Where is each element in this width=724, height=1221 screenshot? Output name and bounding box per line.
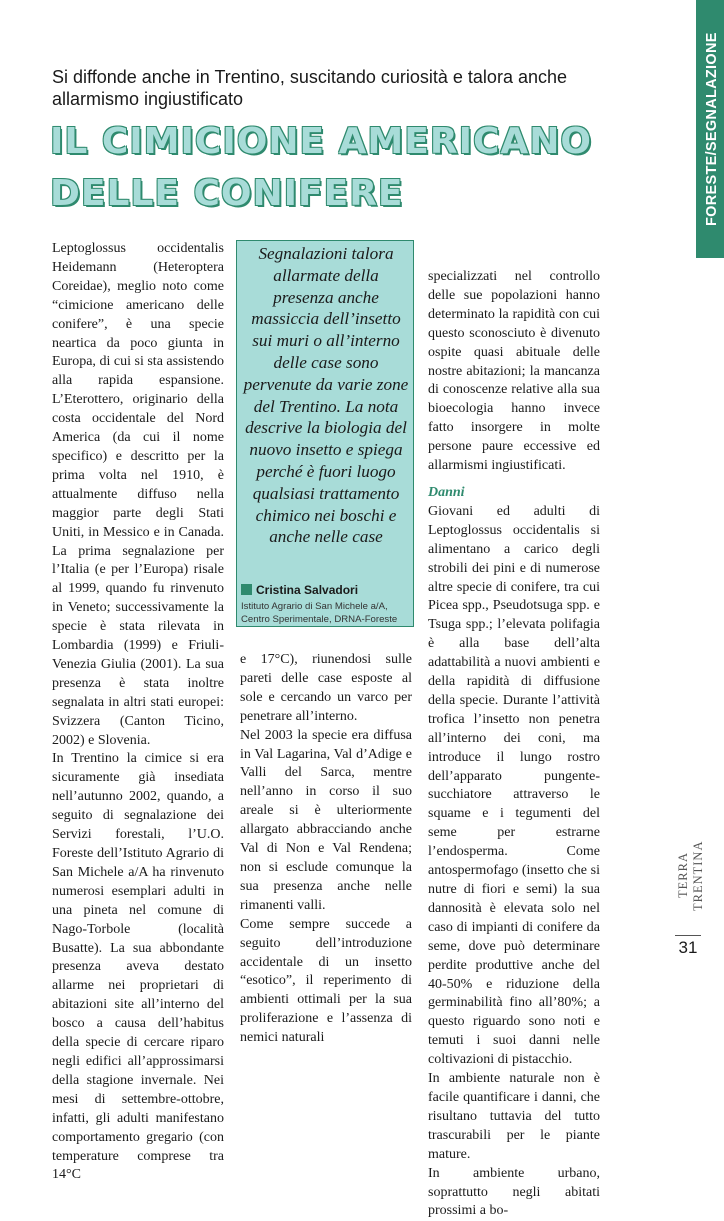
author-marker-icon [241,584,252,595]
section-label: FORESTE/SEGNALAZIONE [704,32,720,226]
author [241,583,413,597]
column-1 [52,240,224,1185]
article-title [50,116,670,220]
magazine-name: TERRA TRENTINA [676,840,705,911]
paragraph: In ambiente naturale non è facile quantificare i danni, che risultano tuttavia del tutto trascurabili per le piante mature. [428,1071,600,1162]
column-3 [428,268,600,1221]
page-number-rule [675,935,701,936]
page-number: 31 [678,938,698,957]
pull-quote-box [236,240,414,627]
column-2 [240,651,412,1048]
paragraph: Leptoglossus occidentalis Heidemann (Heteroptera Coreidae), meglio noto come “cimicione americano delle conifere”, è una specie neartica da poco giunta in Europa, di cui si sta assistendo alla rapida espansione. L’Eterottero, originario della costa occidentale del Nord America (da cui il nome specifico) e descritto per la prima volta nel 1910, è attualmente diffuso nella maggior parte degli Stati Uniti, in Messico e in Canada. La prima segnalazione per l’Italia (e per l’Europa) risale al 1999, quando fu rinvenuto in Veneto; successivamente la specie è stata rilevata in Lombardia (1999) e Friuli-Venezia Giulia (2001). La sua presenza è stata inoltre segnalata in altri stati europei: Svizzera (Canton Ticino, 2002) e Slovenia. [52,241,224,748]
paragraph: e 17°C), riunendosi sulle pareti delle case esposte al sole e cercando un varco per penetrare all’interno. [240,652,412,724]
paragraph: Come sempre succede a seguito dell’introduzione accidentale di un insetto “esotico”, il reperimento di ambienti ottimali per la sua proliferazione e l’assenza di nemici naturali [240,916,412,1046]
article-subtitle: Si diffonde anche in Trentino, suscitando curiosità e talora anche allarmismo ingiustificato [52,67,567,109]
section-heading: Danni [428,484,465,500]
paragraph: Nel 2003 la specie era diffusa in Val Lagarina, Val d’Adige e Valli del Sarca, mentre nell’anno in corso il suo areale si è ulteriormente allargato abbracciando anche Val di Non e Val Rendena; non si esclude comunque la sua presenza anche nelle rimanenti valli. [240,727,412,913]
paragraph: In Trentino la cimice si era sicuramente già insediata nell’autunno 2002, quando, a seguito di segnalazione dei Servizi forestali, l’U.O. Foreste dell’Istituto Agrario di San Michele a/A ha rinvenuto numerosi esemplari adulti in una pineta nel comune di Nago-Torbole (località Busatte). La sua abbondante presenza aveva destato allarme nei proprietari di abitazioni site all’interno del bosco a causa dell’habitus della specie di cercare riparo negli edifici all’approssimarsi della stagione invernale. Nei mesi di settembre-ottobre, infatti, gli adulti manifestano comportamento gregario (con temperature comprese tra 14°C [52,751,224,1183]
title-line-1: IL CIMICIONE AMERICANO [50,121,592,162]
pull-quote-text: Segnalazioni talora allarmate della presenza anche massiccia dell’insetto sui muri o all’interno delle case sono pervenute da varie zone del Trentino. La nota descrive la biologia del nuovo insetto e spiega perché è fuori luogo qualsiasi trattamento chimico nei boschi e anche nelle case [243,244,409,547]
paragraph: In ambiente urbano, soprattutto negli abitati prossimi a bo- [428,1165,600,1219]
author-affiliation: Istituto Agrario di San Michele a/A, Centro Sperimentale, DRNA-Foreste [241,601,398,625]
paragraph: specializzati nel controllo delle sue popolazioni hanno determinato la rapidità con cui questo sconosciuto è divenuto ospite quasi abituale delle nostre abitazioni; la mancanza di conoscenze relative alla sua bioecologia hanno invece fatto insorgere in molte persone paure eccessive ed allarmismi ingiustificati. [428,269,600,474]
title-line-2: DELLE CONIFERE [50,173,404,214]
author-name: Cristina Salvadori [256,583,359,597]
paragraph: Giovani ed adulti di Leptoglossus occidentalis si alimentano a carico degli strobili dei pini e di numerose altre specie di conifere, tra cui Picea spp., Pseudotsuga spp. e Tsuga spp.; l’elevata polifagia è alla base dell’alta adattabilità a nuovi ambienti e della rapidità di diffusione della specie. Durante l’attività trofica l’insetto non penetra all’interno dei coni, ma introduce il lungo rostro dell’apparato pungente-succhiatore attraverso le squame e i tegumenti del seme per estrarne l’endosperma. Come antospermofago (insetto che si nutre di fiori e semi) la sua dannosità è elevata solo nel caso di impianti di conifere da seme, dove può determinare perdite produttive anche del 40-50% e riduzione della germinabilità fino all’80%; a questo riguardo sono noti e temuti i suoi danni nelle coltivazioni di pistacchio. [428,503,600,1068]
